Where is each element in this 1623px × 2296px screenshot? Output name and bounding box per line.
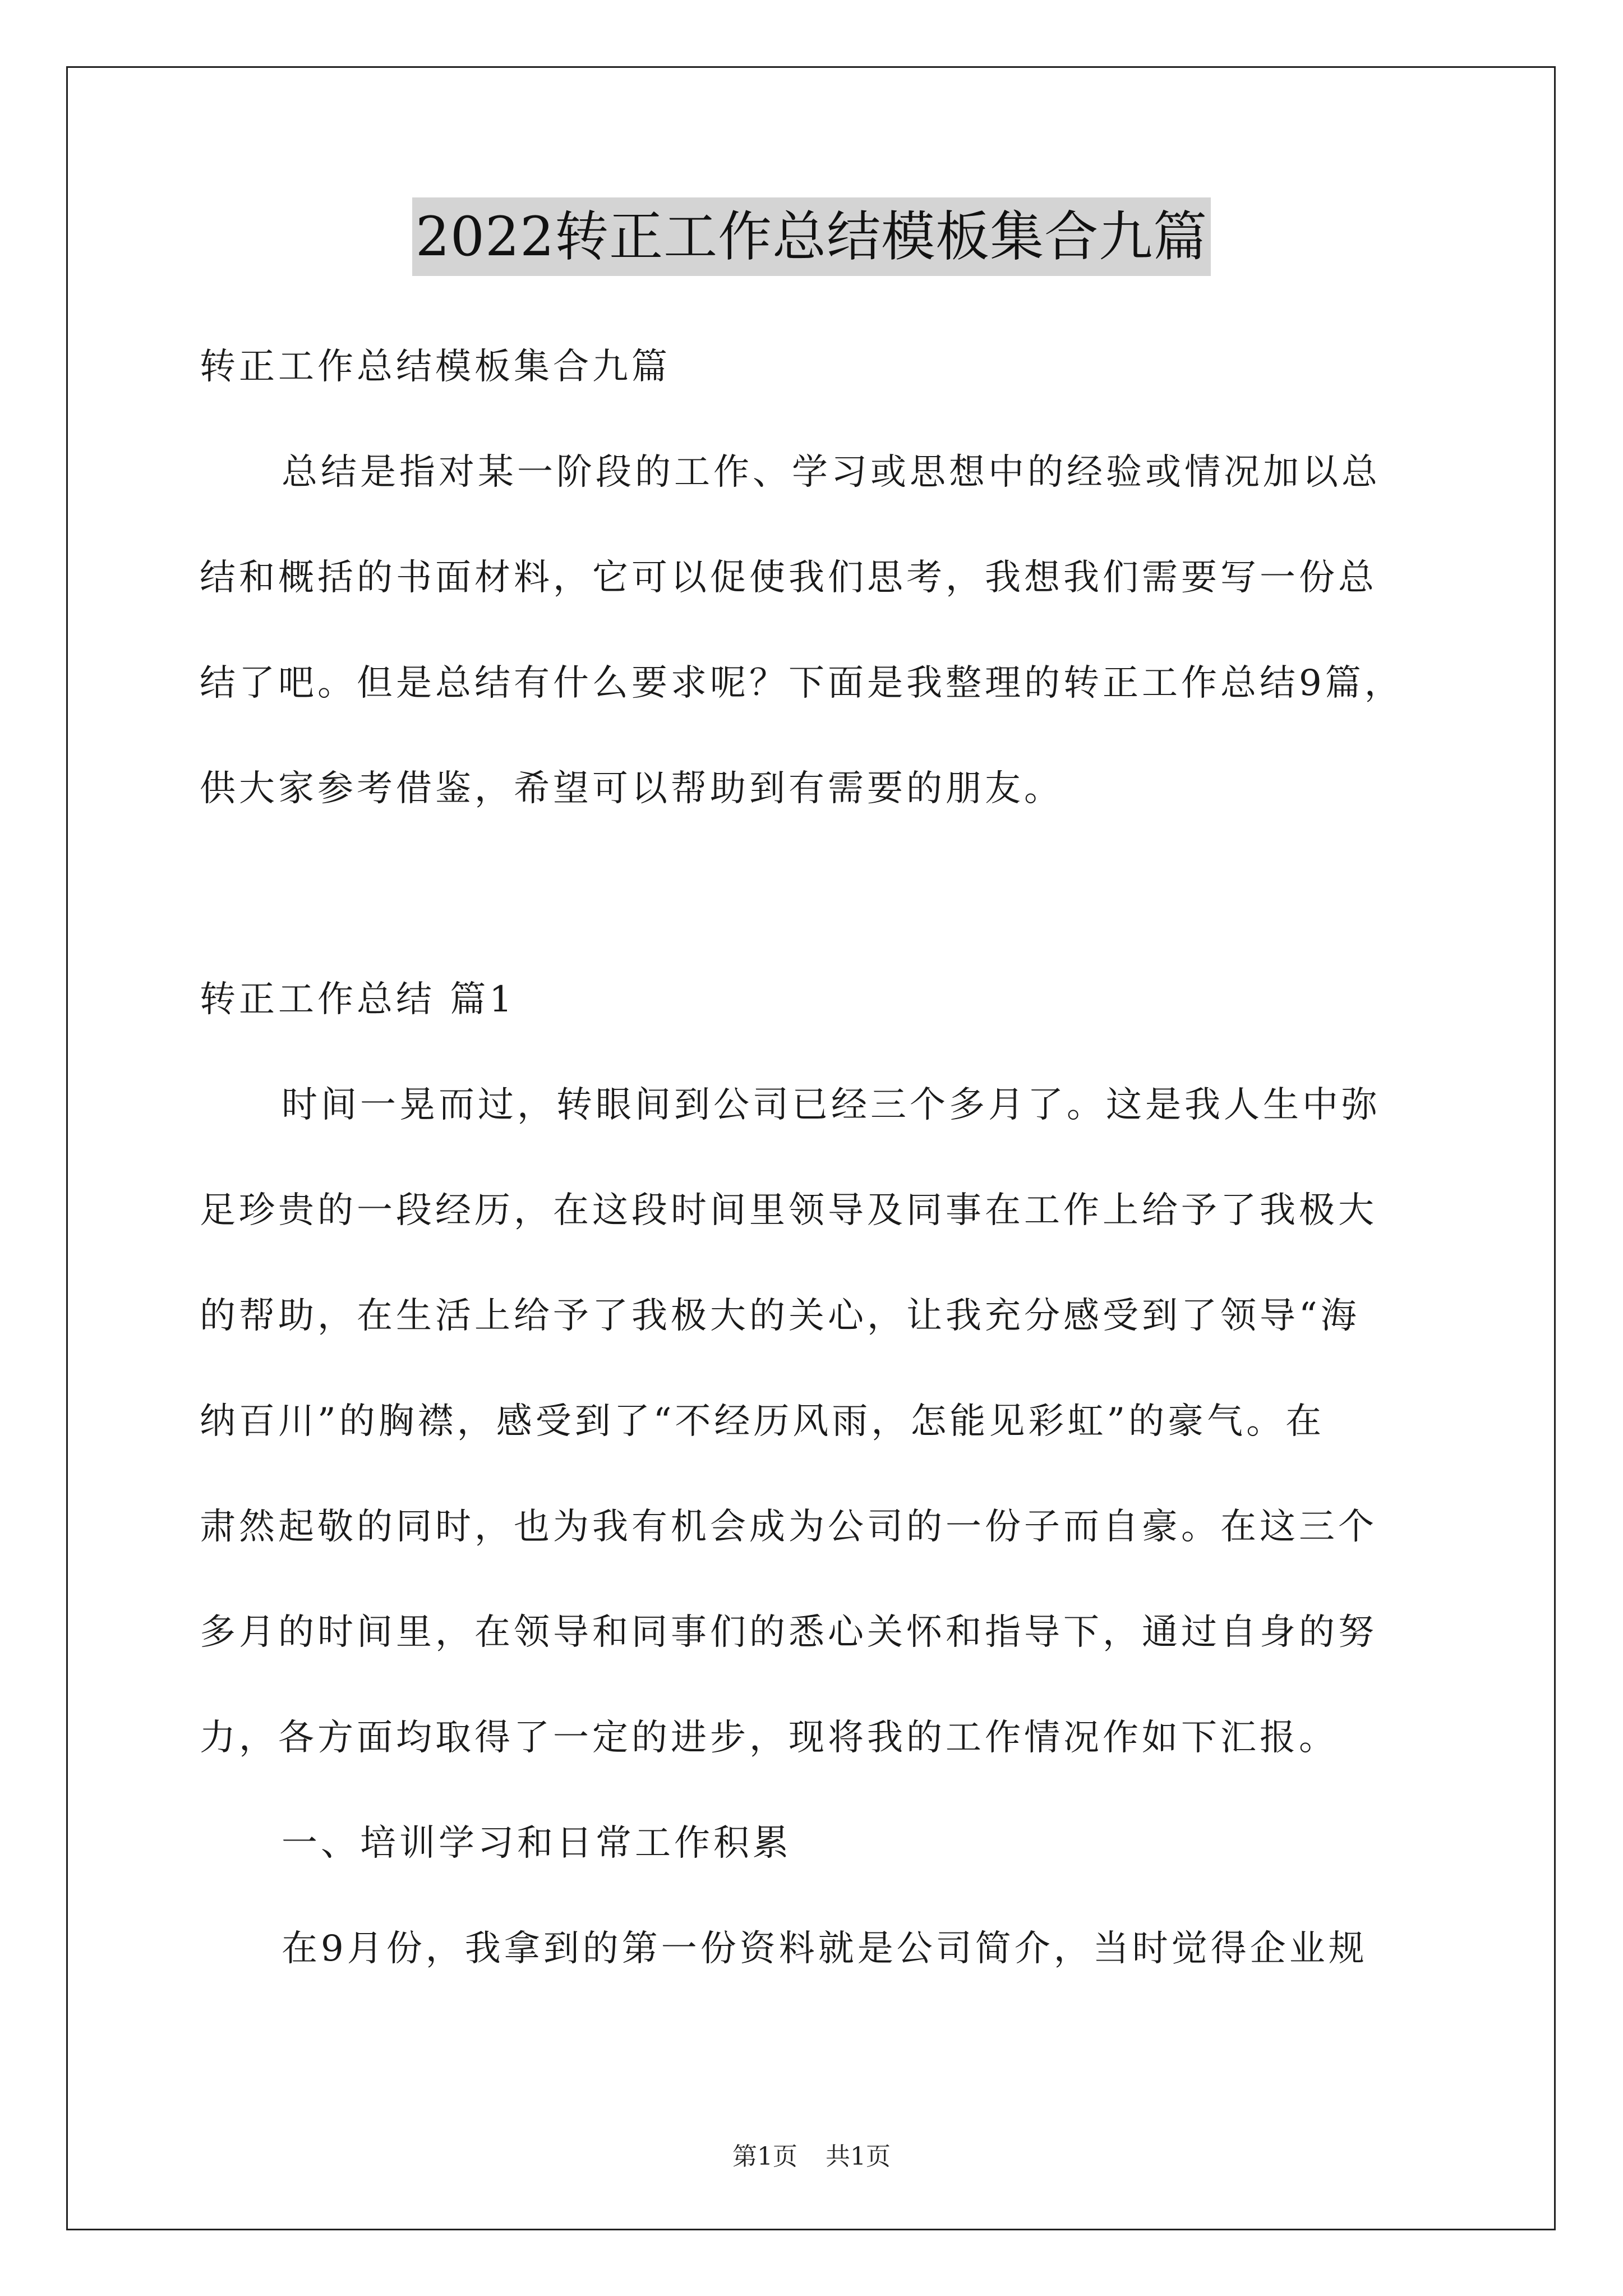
section-line-1: 时间一晃而过，转眼间到公司已经三个多月了。这是我人生中弥	[282, 1084, 1381, 1126]
paragraph-spacer	[200, 841, 1433, 947]
section-line-3: 的帮助，在生活上给予了我极大的关心，让我充分感受到了领导“海	[200, 1295, 1360, 1337]
subheading: 一、培训学习和日常工作积累	[282, 1823, 792, 1864]
document-subtitle: 转正工作总结模板集合九篇	[200, 346, 671, 388]
intro-line-1: 总结是指对某一阶段的工作、学习或思想中的经验或情况加以总	[282, 452, 1381, 493]
section-line-6: 多月的时间里，在领导和同事们的悉心关怀和指导下，通过自身的努	[200, 1612, 1377, 1653]
intro-line-4: 供大家参考借鉴，希望可以帮助到有需要的朋友。	[200, 768, 1063, 809]
intro-line-2: 结和概括的书面材料，它可以促使我们思考，我想我们需要写一份总	[200, 557, 1377, 599]
section-line-2: 足珍贵的一段经历，在这段时间里领导及同事在工作上给予了我极大	[200, 1190, 1377, 1231]
page-footer	[0, 2136, 1623, 2172]
section-line-5: 肃然起敬的同时，也为我有机会成为公司的一份子而自豪。在这三个	[200, 1506, 1377, 1548]
intro-line-3: 结了吧。但是总结有什么要求呢？下面是我整理的转正工作总结9篇，	[200, 662, 1404, 704]
section-line-4: 纳百川”的胸襟，感受到了“不经历风雨，怎能见彩虹”的豪气。在	[200, 1401, 1325, 1442]
section-heading: 转正工作总结 篇1	[200, 979, 516, 1020]
document-title: 2022转正工作总结模板集合九篇	[412, 197, 1211, 276]
title-container	[0, 197, 1623, 276]
page-total: 共1页	[826, 2142, 891, 2171]
last-line: 在9月份，我拿到的第一份资料就是公司简介，当时觉得企业规	[282, 1928, 1368, 1970]
section-line-7: 力，各方面均取得了一定的进步，现将我的工作情况作如下汇报。	[200, 1717, 1338, 1759]
page-number: 第1页	[732, 2142, 797, 2171]
document-body	[200, 314, 1433, 2001]
